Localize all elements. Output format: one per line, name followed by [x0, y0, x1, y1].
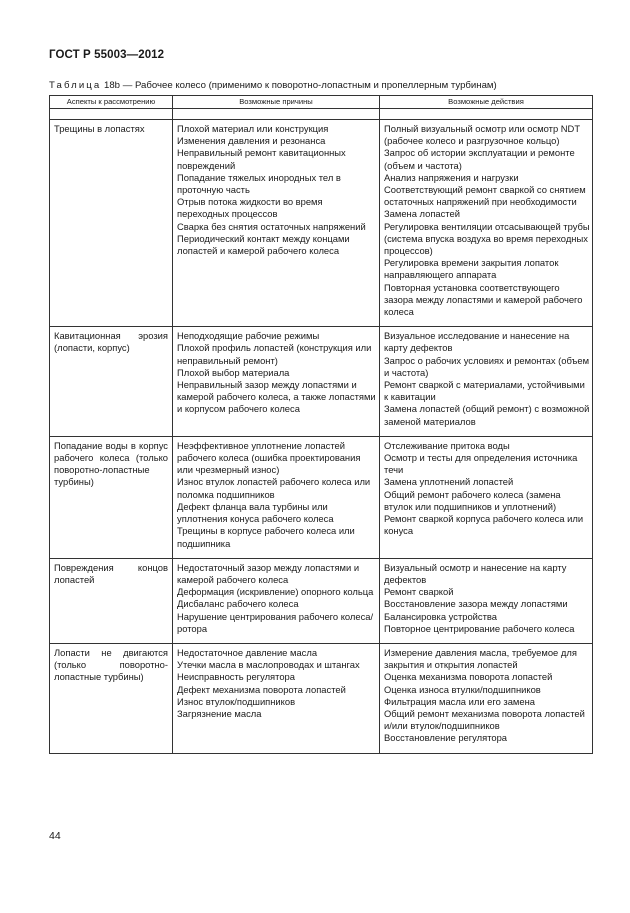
cause-cell [173, 643, 380, 753]
aspect-text: Попадание воды в корпус рабочего колеса (только поворотно-лопастные турбины) [54, 439, 168, 488]
action-item: Измерение давления масла, требуемое для закрытия и открытия лопастей [384, 646, 577, 671]
action-item: Повторная установка соответствующего зазора между лопастями и камерой рабочего колеса [384, 281, 583, 318]
action-item: Общий ремонт рабочего колеса (замена втулок или подшипников и уплотнений) [384, 488, 561, 512]
cause-cell [173, 436, 380, 558]
action-cell [380, 436, 593, 558]
table-row [50, 436, 593, 558]
action-item: Замена уплотнений лопастей [384, 476, 514, 488]
action-cell [380, 327, 593, 437]
action-item: Анализ напряжения и нагрузки [384, 171, 519, 183]
cause-cell [173, 120, 380, 327]
table-caption-number: 18b [104, 80, 121, 91]
cause-cell [173, 327, 380, 437]
cause-item: Износ втулок лопастей рабочего колеса или поломка подшипников [177, 476, 371, 500]
aspect-cell [50, 643, 173, 753]
cause-cell [173, 558, 380, 643]
cause-item: Отрыв потока жидкости во время переходных процессов [177, 196, 323, 220]
action-item: Восстановление регулятора [384, 732, 508, 744]
action-item: Отслеживание притока воды [384, 439, 510, 451]
maintenance-table [49, 95, 593, 754]
action-item: Замена лопастей [384, 208, 460, 220]
spacer-cell [50, 109, 173, 120]
action-item: Запрос об истории эксплуатации и ремонте (объем и частота) [384, 147, 575, 171]
spacer-cell [380, 109, 593, 120]
action-item: Регулировка вентиляции отсасывающей трубы (система впуска воздуха во время переходных процессов) [384, 220, 590, 257]
action-item: Соответствующий ремонт сваркой со снятием остаточных напряжений при необходимости [384, 184, 586, 208]
cause-item: Плохой выбор материала [177, 366, 290, 378]
table-row [50, 558, 593, 643]
table-row [50, 643, 593, 753]
cause-item: Неэффективное уплотнение лопастей рабочего колеса (ошибка проектирования или чрезмерный износ) [177, 439, 361, 476]
column-header-causes: Возможные причины [173, 96, 380, 109]
action-item: Полный визуальный осмотр или осмотр NDT (рабочее колесо и разгрузочное кольцо) [384, 123, 580, 147]
action-item: Повторное центрирование рабочего колеса [384, 622, 575, 634]
cause-item: Деформация (искривление) опорного кольца [177, 586, 374, 598]
cause-item: Дефект механизма поворота лопастей [177, 683, 346, 695]
action-item: Ремонт сваркой с материалами, устойчивыми к кавитации [384, 379, 585, 403]
action-item: Визуальный осмотр и нанесение на карту дефектов [384, 561, 567, 585]
cause-item: Неправильный зазор между лопастями и камерой рабочего колеса, а также лопастями и корпусом рабочего колеса [177, 379, 376, 415]
action-item: Фильтрация масла или его замена [384, 695, 535, 707]
action-cell [380, 120, 593, 327]
table-header-row [50, 96, 593, 109]
page-number: 44 [49, 830, 61, 842]
aspect-text: Повреждения концов лопастей [54, 561, 168, 585]
action-item: Визуальное исследование и нанесение на карту дефектов [384, 330, 570, 354]
aspect-cell [50, 120, 173, 327]
action-item: Общий ремонт механизма поворота лопастей и/или втулок/подшипников [384, 707, 585, 732]
action-item: Ремонт сваркой корпуса рабочего колеса или конуса [384, 513, 584, 537]
action-item: Регулировка времени закрытия лопаток направляющего аппарата [384, 257, 559, 281]
cause-item: Неисправность регулятора [177, 671, 295, 683]
action-item: Оценка износа втулки/подшипников [384, 683, 541, 695]
action-item: Замена лопастей (общий ремонт) с возможной заменой материалов [384, 403, 590, 427]
action-cell [380, 643, 593, 753]
table-caption-text: — Рабочее колесо (применимо к поворотно-лопастным и пропеллерным турбинам) [122, 80, 497, 91]
table-caption-label: Таблица [49, 80, 102, 91]
cause-item: Плохой профиль лопастей (конструкция или неправильный ремонт) [177, 342, 372, 366]
cause-item: Трещины в корпусе рабочего колеса или подшипника [177, 525, 355, 549]
action-cell [380, 558, 593, 643]
cause-item: Нарушение центрирования рабочего колеса/ротора [177, 610, 374, 634]
action-item: Балансировка устройства [384, 610, 497, 622]
aspect-text: Кавитационная эрозия (лопасти, корпус) [54, 330, 168, 354]
cause-item: Неподходящие рабочие режимы [177, 330, 320, 342]
cause-item: Периодический контакт между концами лопастей и камерой рабочего колеса [177, 232, 350, 257]
action-item: Оценка механизма поворота лопастей [384, 671, 553, 683]
cause-item: Утечки масла в маслопроводах и штангах [177, 659, 360, 671]
cause-item: Недостаточный зазор между лопастями и камерой рабочего колеса [177, 561, 360, 585]
cause-item: Недостаточное давление масла [177, 646, 318, 658]
action-item: Восстановление зазора между лопастями [384, 598, 568, 610]
document-code: ГОСТ Р 55003—2012 [49, 49, 165, 61]
column-header-aspects: Аспекты к рассмотрению [50, 96, 173, 109]
action-item: Осмотр и тесты для определения источника течи [384, 452, 578, 476]
cause-item: Износ втулок/подшипников [177, 695, 296, 707]
table-row [50, 120, 593, 327]
table-caption [49, 80, 497, 91]
cause-item: Загрязнение масла [177, 707, 262, 719]
aspect-text: Трещины в лопастях [54, 123, 145, 134]
table-body [50, 120, 593, 754]
spacer-cell [173, 109, 380, 120]
cause-item: Изменения давления и резонанса [177, 135, 326, 147]
table-row [50, 327, 593, 437]
cause-item: Попадание тяжелых инородных тел в проточную часть [177, 171, 341, 196]
cause-item: Дефект фланца вала турбины или уплотнения конуса рабочего колеса [177, 500, 334, 525]
spacer-row [50, 109, 593, 120]
column-header-actions: Возможные действия [380, 96, 593, 109]
action-item: Ремонт сваркой [384, 586, 454, 598]
cause-item: Плохой материал или конструкция [177, 123, 329, 134]
cause-item: Сварка без снятия остаточных напряжений [177, 220, 366, 232]
action-item: Запрос о рабочих условиях и ремонтах (объем и частота) [384, 354, 590, 378]
cause-item: Неправильный ремонт кавитационных повреждений [177, 147, 346, 171]
aspect-cell [50, 558, 173, 643]
cause-item: Дисбаланс рабочего колеса [177, 598, 299, 610]
aspect-cell [50, 327, 173, 437]
aspect-text: Лопасти не двигаются (только поворотно-лопастные турбины) [54, 646, 168, 683]
aspect-cell [50, 436, 173, 558]
